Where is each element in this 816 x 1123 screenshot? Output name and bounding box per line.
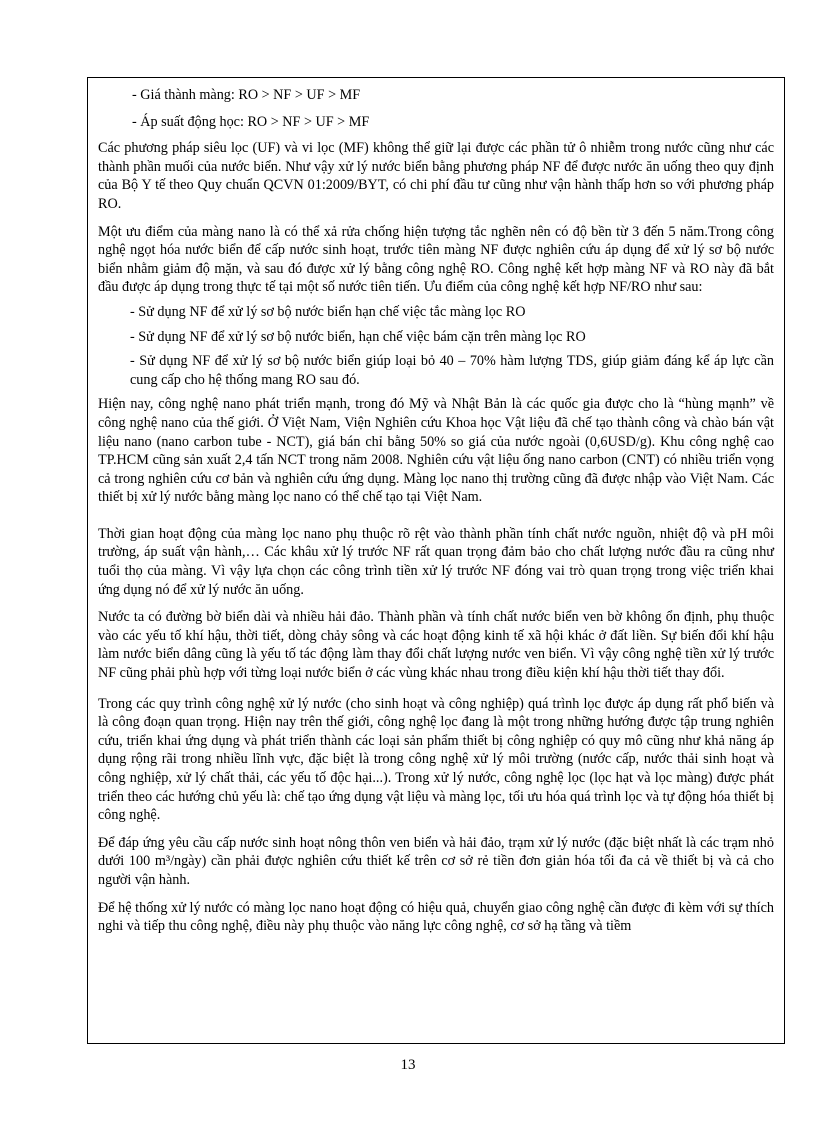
list-item-nf-ro-3: - Sử dụng NF để xử lý sơ bộ nước biển giúp loại bỏ 40 – 70% hàm lượng TDS, giúp giảm đáng kể áp lực cần cung cấp cho hệ thống mang RO sau đó.: [130, 353, 774, 388]
paragraph-filtration-process: Trong các quy trình công nghệ xử lý nước (cho sinh hoạt và công nghiệp) quá trình lọc được áp dụng rất phổ biến và là công đoạn quan trọng. Hiện nay trên thế giới, công nghệ lọc đang là một trong những hướng được tập trung nghiên cứu, triển khai ứng dụng và phát triển thành các loại sản phẩm thiết bị công nghiệp có quy mô cũng như khả năng áp dụng rộng rãi trong nhiều lĩnh vực, đặc biệt là trong công nghệ xử lý môi trường (nước cấp, nước thải sinh hoạt và công nghiệp, xử lý chất thải, các yếu tố độc hại...). Trong xử lý nước, công nghệ lọc (lọc hạt và lọc màng) được phát triển theo các hướng chủ yếu là: chế tạo ứng dụng vật liệu và màng lọc, tối ưu hóa quá trình lọc và tự động hóa thiết bị công nghệ.: [98, 695, 774, 824]
paragraph-nano-development: Hiện nay, công nghệ nano phát triển mạnh, trong đó Mỹ và Nhật Bản là các quốc gia được cho là “hùng mạnh” về công nghệ nano của thế giới. Ở Việt Nam, Viện Nghiên cứu Khoa học Vật liệu đã chế tạo thành công và chào bán vật liệu nano (nano carbon tube - NCT), giá bán chỉ bằng 50% so giá của nước ngoài (0,6USD/g). Khu công nghệ cao TP.HCM cũng sản xuất 2,4 tấn NCT trong năm 2008. Nghiên cứu vật liệu ống nano carbon (CNT) có nhiều triển vọng cả trong nghiên cứu cơ bản và nghiên cứu ứng dụng. Màng lọc nano thị trường cũng đã được nhập vào Việt Nam. Các thiết bị xử lý nước bằng màng lọc nano có thể chế tạo tại Việt Nam.: [98, 396, 774, 506]
content-frame: [87, 77, 785, 1044]
paragraph-rural-supply: Để đáp ứng yêu cầu cấp nước sinh hoạt nông thôn ven biển và hải đảo, trạm xử lý nước (đặc biệt nhất là các trạm nhỏ dưới 100 m³/ngày) cần phải được nghiên cứu thiết kế trên cơ sở rẻ tiền đơn giản hóa tối đa cả về thiết bị và cả cho người vận hành.: [98, 834, 774, 888]
paragraph-membrane-lifetime: Thời gian hoạt động của màng lọc nano phụ thuộc rõ rệt vào thành phần tính chất nước nguồn, nhiệt độ và pH môi trường, áp suất vận hành,… Các khâu xử lý trước NF rất quan trọng đảm bảo cho chất lượng nước đầu ra cũng như tuổi thọ của màng. Vì vậy lựa chọn các công trình tiền xử lý trước NF đóng vai trò quan trọng trong việc triển khai ứng dụng nó để xử lý nước ăn uống.: [98, 525, 774, 598]
paragraph-uf-mf: Các phương pháp siêu lọc (UF) và vi lọc (MF) không thể giữ lại được các phần tử ô nhiễm trong nước cũng như các thành phần muối của nước biển. Như vậy xử lý nước biển bằng phương pháp NF để được nước ăn uống theo quy định của Bộ Y tế theo Quy chuẩn QCVN 01:2009/BYT, có chi phí đầu tư cũng như vận hành thấp hơn so với phương pháp RO.: [98, 140, 774, 212]
page-number: 13: [400, 1057, 416, 1073]
paragraph-nano-advantage: Một ưu điểm của màng nano là có thể xả rửa chống hiện tượng tắc nghẽn nên có độ bền từ 3 đến 5 năm.Trong công nghệ ngọt hóa nước biển để cấp nước sinh hoạt, trước tiên màng NF được nghiên cứu áp dụng để xử lý sơ bộ nước biển nhằm giảm độ mặn, và sau đó được xử lý bằng công nghệ RO. Công nghệ kết hợp màng NF và RO này đã bắt đầu được áp dụng trong thực tế tại một số nước tiên tiến. Ưu điểm của công nghệ kết hợp NF/RO như sau:: [98, 223, 774, 296]
paragraph-dynamic-pressure: - Áp suất động học: RO > NF > UF > MF: [132, 113, 370, 130]
list-item-nf-ro-1: - Sử dụng NF để xử lý sơ bộ nước biển hạn chế việc tắc màng lọc RO: [130, 303, 526, 320]
list-item-nf-ro-2: - Sử dụng NF để xử lý sơ bộ nước biển, hạn chế việc bám cặn trên màng lọc RO: [130, 328, 586, 345]
paragraph-membrane-cost: - Giá thành màng: RO > NF > UF > MF: [132, 87, 361, 103]
paragraph-technology-transfer: Để hệ thống xử lý nước có màng lọc nano hoạt động có hiệu quả, chuyển giao công nghệ cần được đi kèm với sự thích nghi và tiếp thu công nghệ, điều này phụ thuộc vào năng lực công nghệ, cơ sở hạ tầng và tiềm: [98, 899, 774, 935]
paragraph-coastline: Nước ta có đường bờ biển dài và nhiều hải đảo. Thành phần và tính chất nước biển ven bờ không ổn định, phụ thuộc vào các yếu tố khí hậu, thời tiết, dòng chảy sông và các hoạt động kinh tế xã hội khác ở đất liền. Sự biến đổi khí hậu làm nước biển dâng cũng là yếu tố tác động làm thay đổi chất lượng nước ven biển. Vì vậy công nghệ tiền xử lý trước NF cũng phải phù hợp với từng loại nước biển ở các vùng khác nhau trong điều kiện khí hậu thời tiết thay đổi.: [98, 609, 774, 682]
